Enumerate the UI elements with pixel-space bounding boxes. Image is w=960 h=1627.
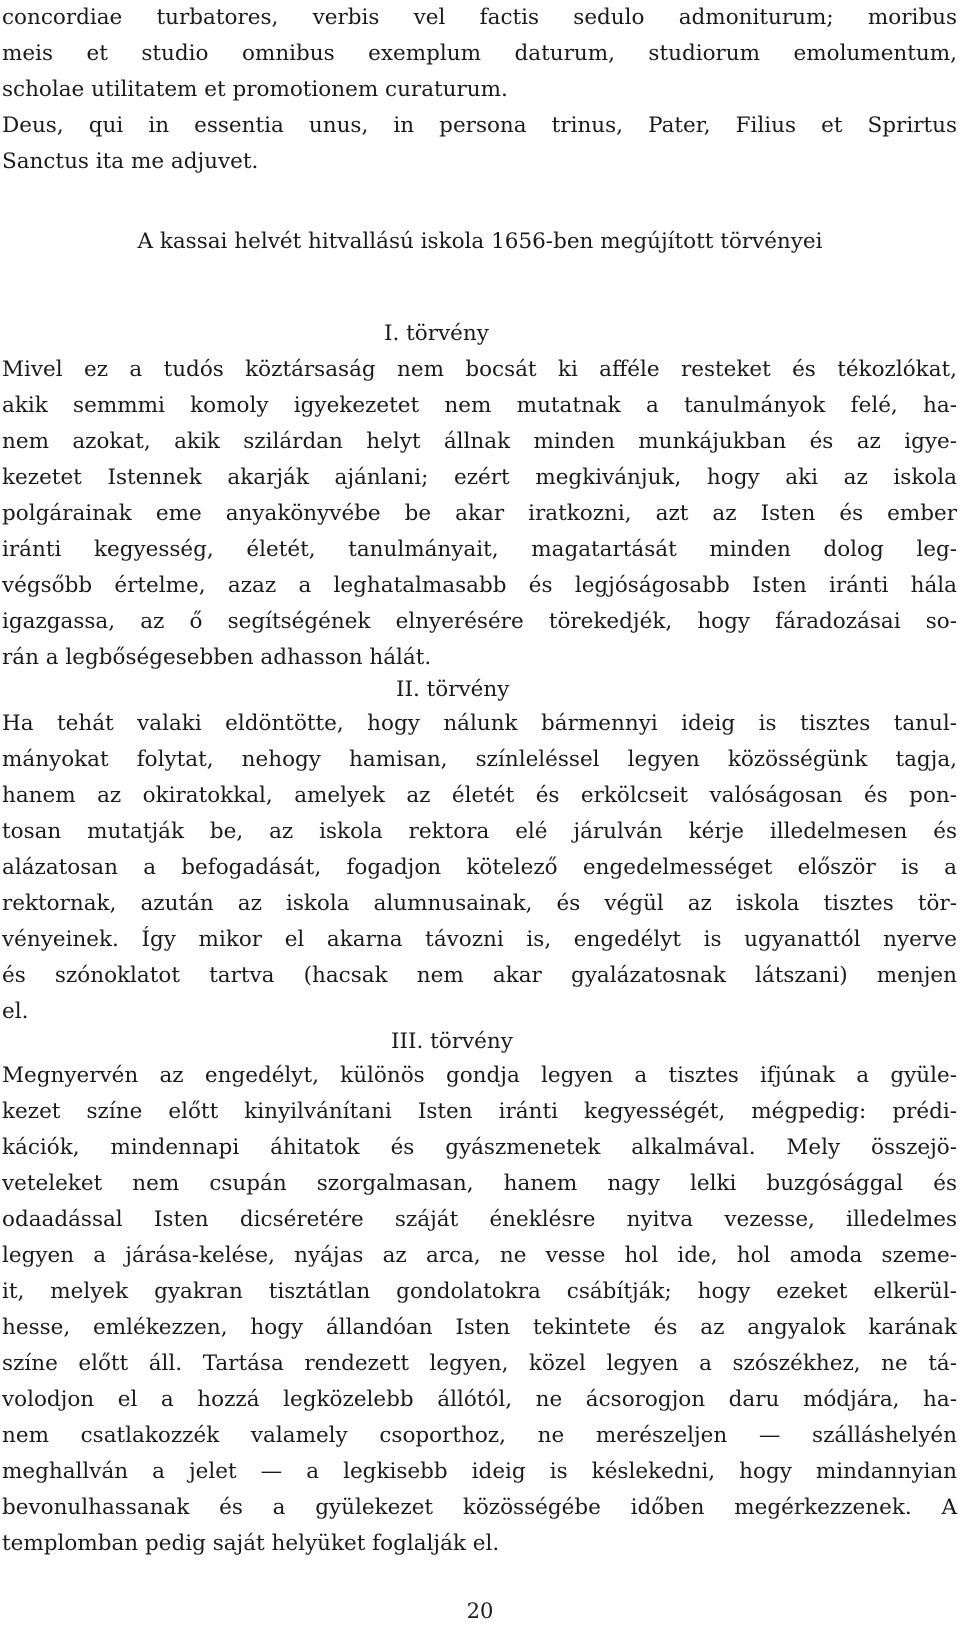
intro-paragraph <box>2 0 957 180</box>
text-line: mányokat folytat, nehogy hamisan, színleléssel legyen közösségünk tagja, <box>2 747 957 772</box>
document-title: A kassai helvét hitvallású iskola 1656-ben megújított törvényei <box>137 229 823 254</box>
text-line: hesse, emlékezzen, hogy állandóan Isten tekintete és az angyalok karának <box>2 1315 957 1340</box>
text-line: templomban pedig saját helyüket foglalják el. <box>2 1531 500 1556</box>
text-line: színe előtt áll. Tartása rendezett legyen, közel legyen a szószékhez, ne tá- <box>2 1351 957 1376</box>
text-line: meis et studio omnibus exemplum daturum, studiorum emolumentum, <box>2 41 957 66</box>
text-line: igazgassa, az ő segítségének elnyerésére törekedjék, hogy fáradozásai so- <box>2 609 957 634</box>
text-line: végsőbb értelme, azaz a leghatalmasabb és legjóságosabb Isten iránti hála <box>2 573 957 598</box>
text-line: concordiae turbatores, verbis vel factis sedulo admoniturum; moribus <box>2 5 957 30</box>
text-line: kezetet Istennek akarják ajánlani; ezért megkivánjuk, hogy aki az iskola <box>2 465 957 490</box>
section-paragraph-2 <box>2 706 957 1030</box>
section-heading-1: I. törvény <box>384 321 489 346</box>
text-line: alázatosan a befogadását, fogadjon kötelező engedelmességet először is a <box>2 855 957 880</box>
text-line: Sanctus ita me adjuvet. <box>2 149 259 174</box>
text-line: el. <box>2 999 29 1024</box>
text-line: Mivel ez a tudós köztársaság nem bocsát ki afféle resteket és tékozlókat, <box>2 357 957 382</box>
text-line: Megnyervén az engedélyt, különös gondja legyen a tisztes ifjúnak a gyüle- <box>2 1063 957 1088</box>
text-line: meghallván a jelet — a legkisebb ideig is késlekedni, hogy mindannyian <box>2 1459 957 1484</box>
text-line: vényeinek. Így mikor el akarna távozni is, engedélyt is ugyanattól nyerve <box>2 927 957 952</box>
text-line: scholae utilitatem et promotionem curaturum. <box>2 77 508 102</box>
text-line: bevonulhassanak és a gyülekezet közösségébe időben megérkezzenek. A <box>2 1495 957 1520</box>
text-line: kezet színe előtt kinyilvánítani Isten iránti kegyességét, mégpedig: prédi- <box>2 1099 957 1124</box>
text-line: it, melyek gyakran tisztátlan gondolatokra csábítják; hogy ezeket elkerül- <box>2 1279 957 1304</box>
text-line: akik semmmi komoly igyekezetet nem mutatnak a tanulmányok felé, ha- <box>2 393 957 418</box>
section-paragraph-1 <box>2 352 957 676</box>
text-line: polgárainak eme anyakönyvébe be akar iratkozni, azt az Isten és ember <box>2 501 957 526</box>
section-heading-3: III. törvény <box>391 1029 513 1054</box>
section-paragraph-3 <box>2 1058 957 1562</box>
text-line: Deus, qui in essentia unus, in persona trinus, Pater, Filius et Sprirtus <box>2 113 957 138</box>
text-line: rán a legbőségesebben adhasson hálát. <box>2 645 432 670</box>
text-line: iránti kegyesség, életét, tanulmányait, magatartását minden dolog leg- <box>2 537 957 562</box>
text-line: és szónoklatot tartva (hacsak nem akar gyalázatosnak látszani) menjen <box>2 963 957 988</box>
text-line: kációk, mindennapi áhitatok és gyászmenetek alkalmával. Mely összejö- <box>2 1135 957 1160</box>
text-line: tosan mutatják be, az iskola rektora elé járulván kérje illedelmesen és <box>2 819 957 844</box>
text-line: veteleket nem csupán szorgalmasan, hanem nagy lelki buzgósággal és <box>2 1171 957 1196</box>
text-line: nem azokat, akik szilárdan helyt állnak minden munkájukban és az igye- <box>2 429 957 454</box>
text-line: volodjon el a hozzá legközelebb állótól, ne ácsorogjon daru módjára, ha- <box>2 1387 957 1412</box>
section-heading-2: II. törvény <box>396 677 510 702</box>
text-line: legyen a járása-kelése, nyájas az arca, ne vesse hol ide, hol amoda szeme- <box>2 1243 957 1268</box>
text-line: Ha tehát valaki eldöntötte, hogy nálunk bármennyi ideig is tisztes tanul- <box>2 711 957 736</box>
page-number: 20 <box>466 1599 494 1623</box>
text-line: odaadással Isten dicséretére száját éneklésre nyitva vezesse, illedelmes <box>2 1207 957 1232</box>
text-line: nem csatlakozzék valamely csoporthoz, ne merészeljen — szálláshelyén <box>2 1423 957 1448</box>
text-line: rektornak, azután az iskola alumnusainak, és végül az iskola tisztes tör- <box>2 891 957 916</box>
text-line: hanem az okiratokkal, amelyek az életét és erkölcseit valóságosan és pon- <box>2 783 957 808</box>
